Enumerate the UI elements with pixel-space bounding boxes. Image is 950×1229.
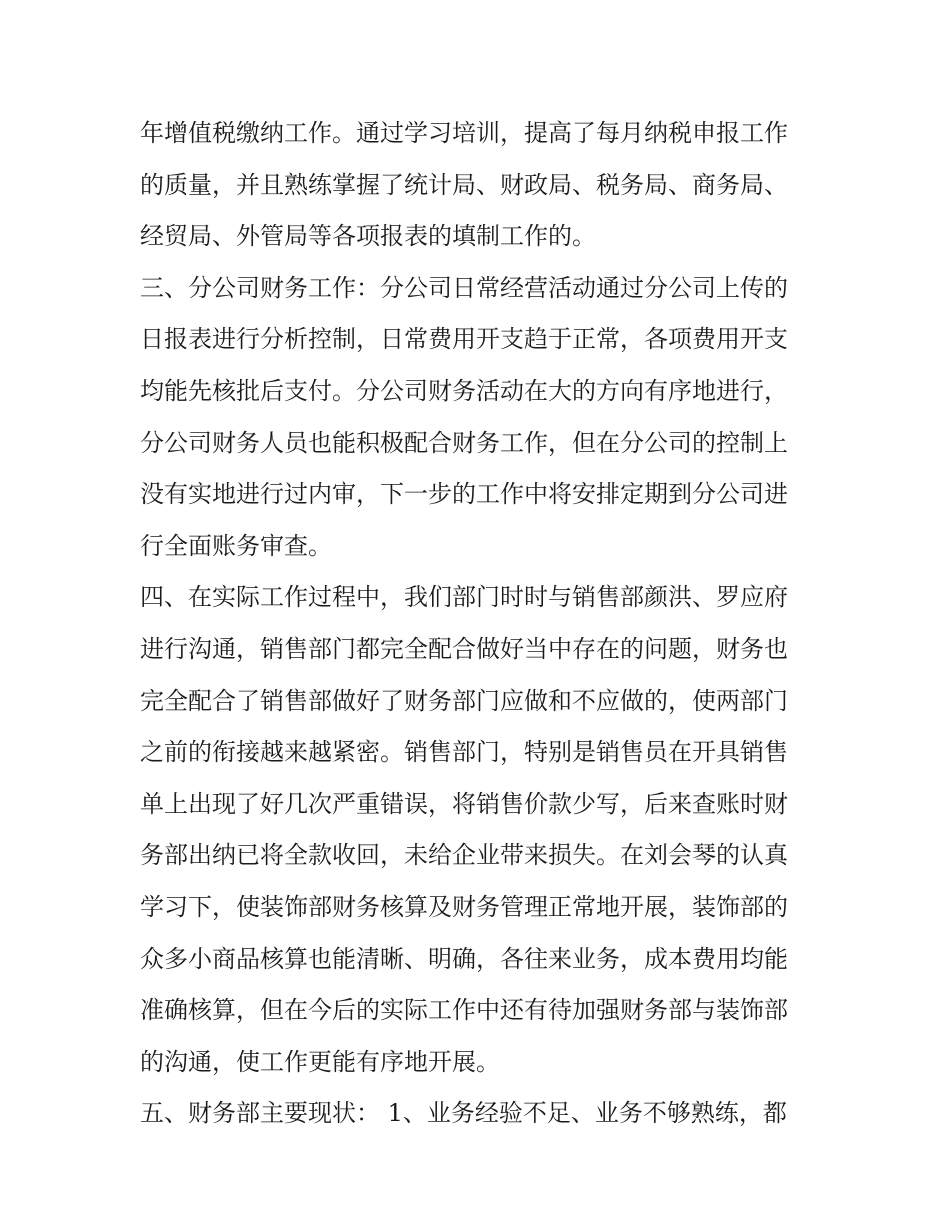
text-line: 单上出现了好几次严重错误，将销售价款少写，后来查账时财	[140, 789, 788, 818]
text-line: 之前的衔接越来越紧密。销售部门，特别是销售员在开具销售	[140, 738, 788, 767]
text-line: 的质量，并且熟练掌握了统计局、财政局、税务局、商务局、	[140, 170, 788, 199]
text-line: 进行沟通，销售部门都完全配合做好当中存在的问题，财务也	[140, 634, 788, 663]
section-heading-line: 三、分公司财务工作：分公司日常经营活动通过分公司上传的	[140, 273, 788, 302]
section-heading-line: 五、财务部主要现状： 1、业务经验不足、业务不够熟练，都	[140, 1099, 787, 1128]
text-line: 务部出纳已将全款收回，未给企业带来损失。在刘会琴的认真	[140, 841, 788, 870]
text-line: 分公司财务人员也能积极配合财务工作，但在分公司的控制上	[140, 428, 788, 457]
text-line: 行全面账务审查。	[140, 531, 332, 560]
text-line: 众多小商品核算也能清晰、明确，各往来业务，成本费用均能	[140, 944, 788, 973]
text-line: 没有实地进行过内审，下一步的工作中将安排定期到分公司进	[140, 480, 788, 509]
text-line: 完全配合了销售部做好了财务部门应做和不应做的，使两部门	[140, 686, 788, 715]
text-line: 准确核算，但在今后的实际工作中还有待加强财务部与装饰部	[140, 996, 788, 1025]
text-line: 学习下，使装饰部财务核算及财务管理正常地开展，装饰部的	[140, 892, 788, 921]
section-heading-line: 四、在实际工作过程中，我们部门时时与销售部颜洪、罗应府	[140, 583, 788, 612]
text-line: 年增值税缴纳工作。通过学习培训，提高了每月纳税申报工作	[140, 119, 788, 147]
body-text	[140, 108, 820, 1140]
text-line: 经贸局、外管局等各项报表的填制工作的。	[140, 222, 596, 251]
text-line: 的沟通，使工作更能有序地开展。	[140, 1047, 500, 1076]
text-line: 均能先核批后支付。分公司财务活动在大的方向有序地进行，	[140, 376, 788, 405]
text-line: 日报表进行分析控制，日常费用开支趋于正常，各项费用开支	[140, 325, 788, 354]
